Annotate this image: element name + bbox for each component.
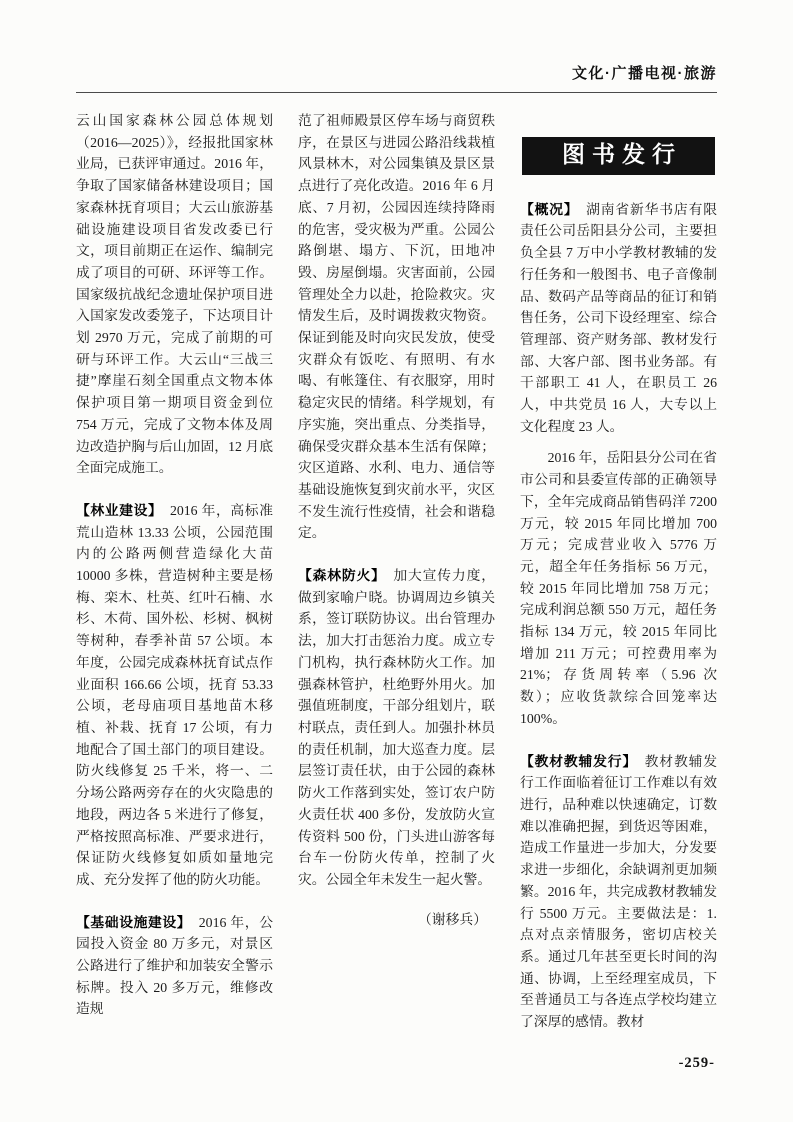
column-left: [76, 110, 273, 1048]
entry-infrastructure-construction: [76, 912, 273, 1021]
text-columns: [76, 110, 717, 1048]
paragraph-continuation: [298, 110, 495, 544]
column-middle: [298, 110, 495, 1048]
running-header: 文化·广播电视·旅游: [572, 65, 717, 82]
paragraph-text: 2016 年，公园投入资金 80 万多元，对景区公路进行了维护和加装安全警示标牌。投入 20 多万元，维修改造规: [76, 914, 274, 1017]
page-number: -259-: [678, 1055, 715, 1071]
paragraph-continuation: [76, 110, 273, 479]
paragraph-annual-figures: [520, 447, 717, 729]
paragraph-text: 2016 年，高标准荒山造林 13.33 公顷，公园范围内的公路两侧营造绿化大苗 10000 多株，营造树种主要是杨梅、栾木、杜英、红叶石楠、水杉、木荷、国外松、杉树、枫树等树种，春季补苗 57 公顷。本年度，公园完成森林抚育试点作业面积 166.66 公顷，抚育 53.33 公顷，老母庙项目基地苗木移植、补栽、抚育 17 公顷，有力地配合了国土部门的项目建设。防火线修复 25 千米，将一、二分场公路两旁存在的火灾隐患的地段，两边各 5 米进行了修复，严格按照高标准、严要求进行，保证防火线修复如质如量地完成、充分发挥了他的防火功能。: [76, 502, 274, 887]
entry-heading: 【概况】: [520, 201, 579, 217]
header-rule: [76, 92, 717, 93]
entry-forestry-construction: [76, 500, 273, 891]
paragraph-text: 2016 年，岳阳县分公司在省市公司和县委宣传部的正确领导下，全年完成商品销售码洋 7200 万元，较 2015 年同比增加 700 万元；完成营业收入 5776 万元，超全年任务指标 56 万元，较 2015 年同比增加 758 万元；完成利润总额 550 万元，超任务指标 134 万元，较 2015 年同比增加 211 万元；可控费用率为 21%；存货周转率（5.96 次数）；应收货款综合回笼率达 100%。: [520, 450, 717, 726]
column-right: [520, 110, 717, 1048]
entry-heading: 【林业建设】: [76, 502, 163, 518]
entry-textbook-distribution: [520, 751, 717, 1033]
author-credit: （谢移兵）: [418, 911, 487, 927]
paragraph-text: 湖南省新华书店有限责任公司岳阳县分公司，主要担负全县 7 万中小学教材教辅的发行任务和一般图书、电子音像制品、数码产品等商品的征订和销售任务，公司下设经理室、综合管理部、资产财务部、教材发行部、大客户部、图书业务部。有干部职工 41 人，在职员工 26 人，中共党员 16 人，大专以上文化程度 23 人。: [520, 201, 717, 434]
entry-heading: 【森林防火】: [298, 568, 386, 584]
paragraph-text: 范了祖师殿景区停车场与商贸秩序，在景区与进园公路沿线栽植风景林木，对公园集镇及景区景点进行了亮化改造。2016 年 6 月底、7 月初，公园因连续持降雨的危害，受灾极为严重。公园公路倒堪、塌方、下沉，田地冲毁、房屋倒塌。灾害面前，公园管理处全力以赴，抢险救灾。灾情发生后，及时调拨救灾物资。保证到能及时向灾民发放，使受灾群众有饭吃、有照明、有水喝、有帐篷住、有衣服穿，用时稳定灾民的情绪。科学规划，有序实施，突出重点、分类指导，确保受灾群众基本生活有保障；灾区道路、水利、电力、通信等基础设施恢复到灾前水平，灾区不发生流行性疫情，社会和谐稳定。: [298, 113, 495, 541]
entry-overview: [520, 199, 717, 438]
entry-heading: 【教材教辅发行】: [520, 753, 638, 769]
paragraph-text: 教材教辅发行工作面临着征订工作难以有效进行，品种难以快速确定，订数难以准确把握，到货迟等困难，造成工作量进一步加大，分发要求进一步细化，余缺调剂更加频繁。2016 年，共完成教材教辅发行 5500 万元。主要做法是：1. 点对点亲情服务，密切店校关系。通过几年甚至更长时间的沟通、协调，上至经理室成员，下至普通员工与各连点学校均建立了深厚的感情。教材: [520, 753, 717, 1030]
section-title-box: 图书发行: [522, 137, 715, 175]
entry-forest-fire-prevention: [298, 565, 495, 891]
entry-heading: 【基础设施建设】: [76, 914, 192, 930]
paragraph-text: 加大宣传力度，做到家喻户晓。协调周边乡镇关系，签订联防协议。出台管理办法，加大打击惩治力度。成立专门机构，执行森林防火工作。加强森林管护，杜绝野外用火。加强值班制度，干部分组划片，联村联点，责任到人。加强扑林员的责任机制，加大巡查力度。层层签订责任状，由于公园的森林防火工作落到实处，签订农户防火责任状 400 多份，发放防火宣传资料 500 份，门头进山游客每台车一份防火传单，控制了火灾。公园全年未发生一起火警。: [298, 568, 495, 887]
paragraph-text: 云山国家森林公园总体规划（2016—2025）》，经报批国家林业局，已获评审通过。2016 年，争取了国家储备林建设项目；国家森林抚育项目；大云山旅游基础设施建设项目省发改委已行文，项目前期正在运作、编制完成了项目的可研、环评等工作。国家级抗战纪念遗址保护项目进入国家发改委笼子，下达项目计划 2970 万元，完成了前期的可研与环评工作。大云山“三战三捷”摩崖石刻全国重点文物本体保护项目第一期项目资金到位 754 万元，完成了文物本体及周边改造护胸与后山加固，12 月底全面完成施工。: [76, 113, 273, 476]
